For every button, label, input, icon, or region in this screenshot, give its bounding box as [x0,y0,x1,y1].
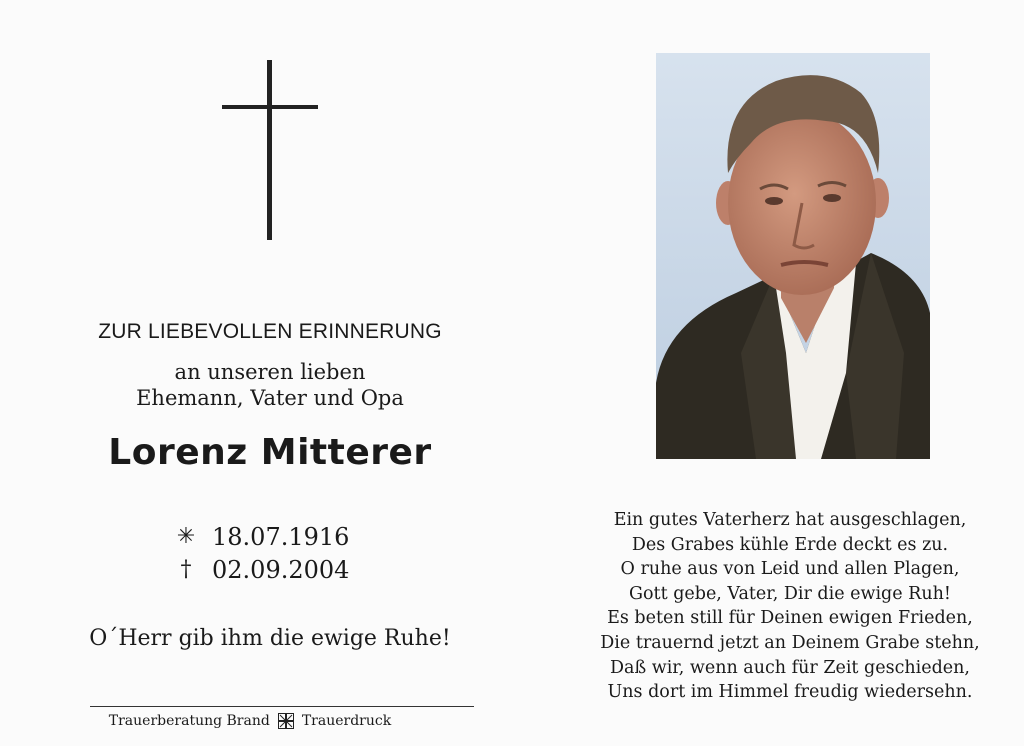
poem-line: Die trauernd jetzt an Deinem Grabe stehn, [600,632,980,653]
poem-line: Es beten still für Deinen ewigen Frieden, [607,608,973,629]
death-cross-icon: † [180,557,192,582]
poem-line: Uns dort im Himmel freudig wiedersehn. [607,682,973,703]
deceased-name: Lorenz Mitterer [108,432,432,473]
left-panel [60,0,480,746]
death-row [160,553,420,586]
cross-icon [222,60,318,240]
portrait-photo [656,53,930,459]
poem [560,508,1020,705]
memorial-heading: ZUR LIEBEVOLLEN ERINNERUNG [98,320,442,343]
cross-logo-icon [278,713,294,729]
life-dates [160,520,420,586]
birth-date: 18.07.1916 [212,522,350,551]
intro-line-2: Ehemann, Vater und Opa [136,386,404,410]
poem-line: Gott gebe, Vater, Dir die ewige Ruh! [629,583,951,604]
footer [60,713,440,729]
poem-line: O ruhe aus von Leid und allen Plagen, [620,559,960,580]
poem-line: Des Grabes kühle Erde deckt es zu. [631,534,949,555]
birth-row [160,520,420,553]
birth-star-icon: ✳ [176,524,196,549]
death-date: 02.09.2004 [212,555,350,584]
footer-left-text: Trauerberatung Brand [108,713,270,729]
footer-right-text: Trauerdruck [301,713,392,729]
footer-divider [90,706,474,707]
poem-line: Daß wir, wenn auch für Zeit geschieden, [610,657,970,678]
poem-line: Ein gutes Vaterherz hat ausgeschlagen, [613,510,967,530]
intro-line-1: an unseren lieben [174,360,366,384]
motto: O´Herr gib ihm die ewige Ruhe! [89,626,451,651]
